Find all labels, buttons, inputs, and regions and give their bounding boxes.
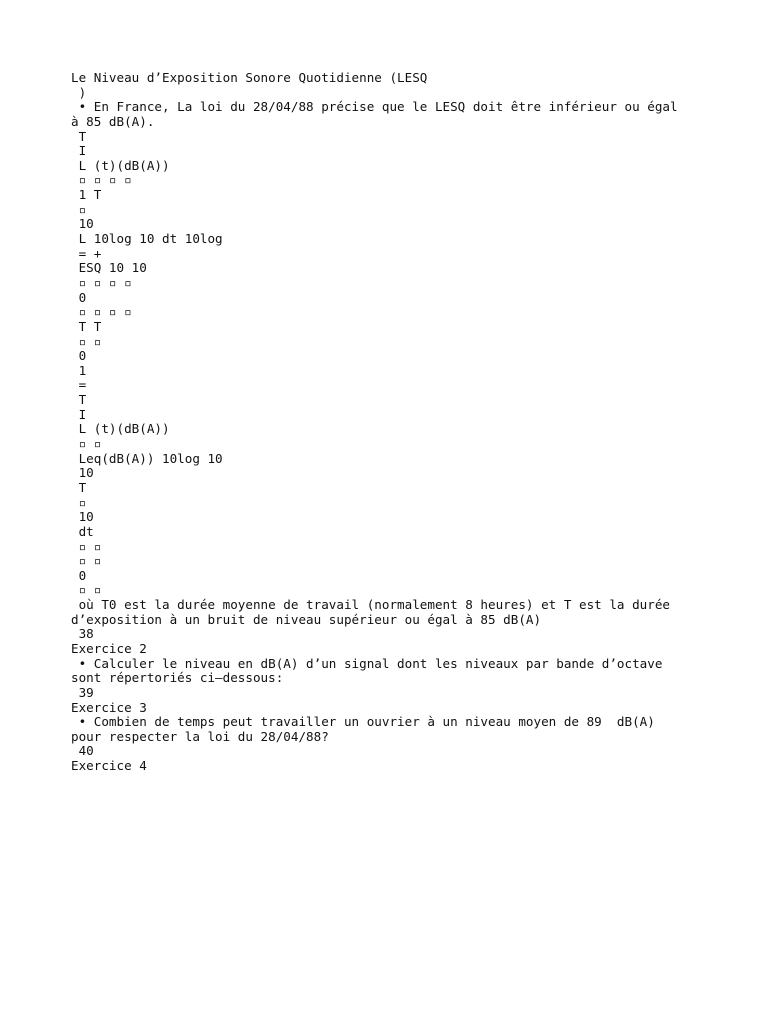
document-page [71, 71, 691, 774]
text-line: ▫ [71, 494, 87, 510]
text-line: ▫ ▫ [71, 333, 102, 349]
text-line: = + [71, 245, 102, 261]
text-line: 0 [71, 567, 87, 583]
text-line: ▫ ▫ ▫ ▫ [71, 304, 132, 320]
text-line: L (t)(dB(A)) [71, 157, 170, 173]
text-line: • Combien de temps peut travailler un ouvrier à un niveau moyen de 89 dB(A) [71, 714, 655, 730]
page-number: 38 [71, 626, 94, 642]
text-line: Leq(dB(A)) 10log 10 [71, 450, 223, 466]
text-line: T T [71, 318, 102, 334]
text-line: Le Niveau d’Exposition Sonore Quotidienne (LESQ [71, 70, 428, 85]
text-line: • Calculer le niveau en dB(A) d’un signal dont les niveaux par bande d’octave [71, 655, 663, 671]
text-line: T [71, 479, 87, 495]
text-line: L (t)(dB(A)) [71, 421, 170, 437]
text-line: sont répertoriés ci–dessous: [71, 670, 284, 686]
text-line: 10 [71, 216, 94, 232]
text-line: • En France, La loi du 28/04/88 précise que le LESQ doit être inférieur ou égal [71, 99, 678, 115]
text-line: ▫ ▫ ▫ ▫ [71, 274, 132, 290]
text-line: 0 [71, 289, 87, 305]
text-line: I [71, 143, 87, 159]
text-line: à 85 dB(A). [71, 113, 155, 129]
text-line: ▫ ▫ ▫ ▫ [71, 172, 132, 188]
text-line: ) [71, 84, 87, 100]
text-line: dt [71, 523, 94, 539]
exercise-heading: Exercice 4 [71, 758, 147, 774]
exercise-heading: Exercice 3 [71, 699, 147, 715]
text-line: I [71, 406, 87, 422]
text-line: L 10log 10 dt 10log [71, 231, 223, 247]
text-line: 1 T [71, 187, 102, 203]
exercise-heading: Exercice 2 [71, 640, 147, 656]
text-line: T [71, 128, 87, 144]
text-line: 0 [71, 348, 87, 364]
page-number: 40 [71, 743, 94, 759]
text-line: = [71, 377, 87, 393]
text-line: 10 [71, 509, 94, 525]
text-line: 10 [71, 465, 94, 481]
text-line: 1 [71, 362, 87, 378]
text-line: ▫ ▫ [71, 582, 102, 598]
text-line: d’exposition à un bruit de niveau supérieur ou égal à 85 dB(A) [71, 611, 542, 627]
text-line: ▫ ▫ [71, 436, 102, 452]
text-line: ▫ [71, 201, 87, 217]
text-line: T [71, 392, 87, 408]
text-line: où T0 est la durée moyenne de travail (normalement 8 heures) et T est la durée [71, 597, 670, 613]
text-line: pour respecter la loi du 28/04/88? [71, 728, 329, 744]
text-line: ▫ ▫ [71, 538, 102, 554]
page-number: 39 [71, 684, 94, 700]
text-line: ESQ 10 10 [71, 260, 147, 276]
text-line: ▫ ▫ [71, 553, 102, 569]
